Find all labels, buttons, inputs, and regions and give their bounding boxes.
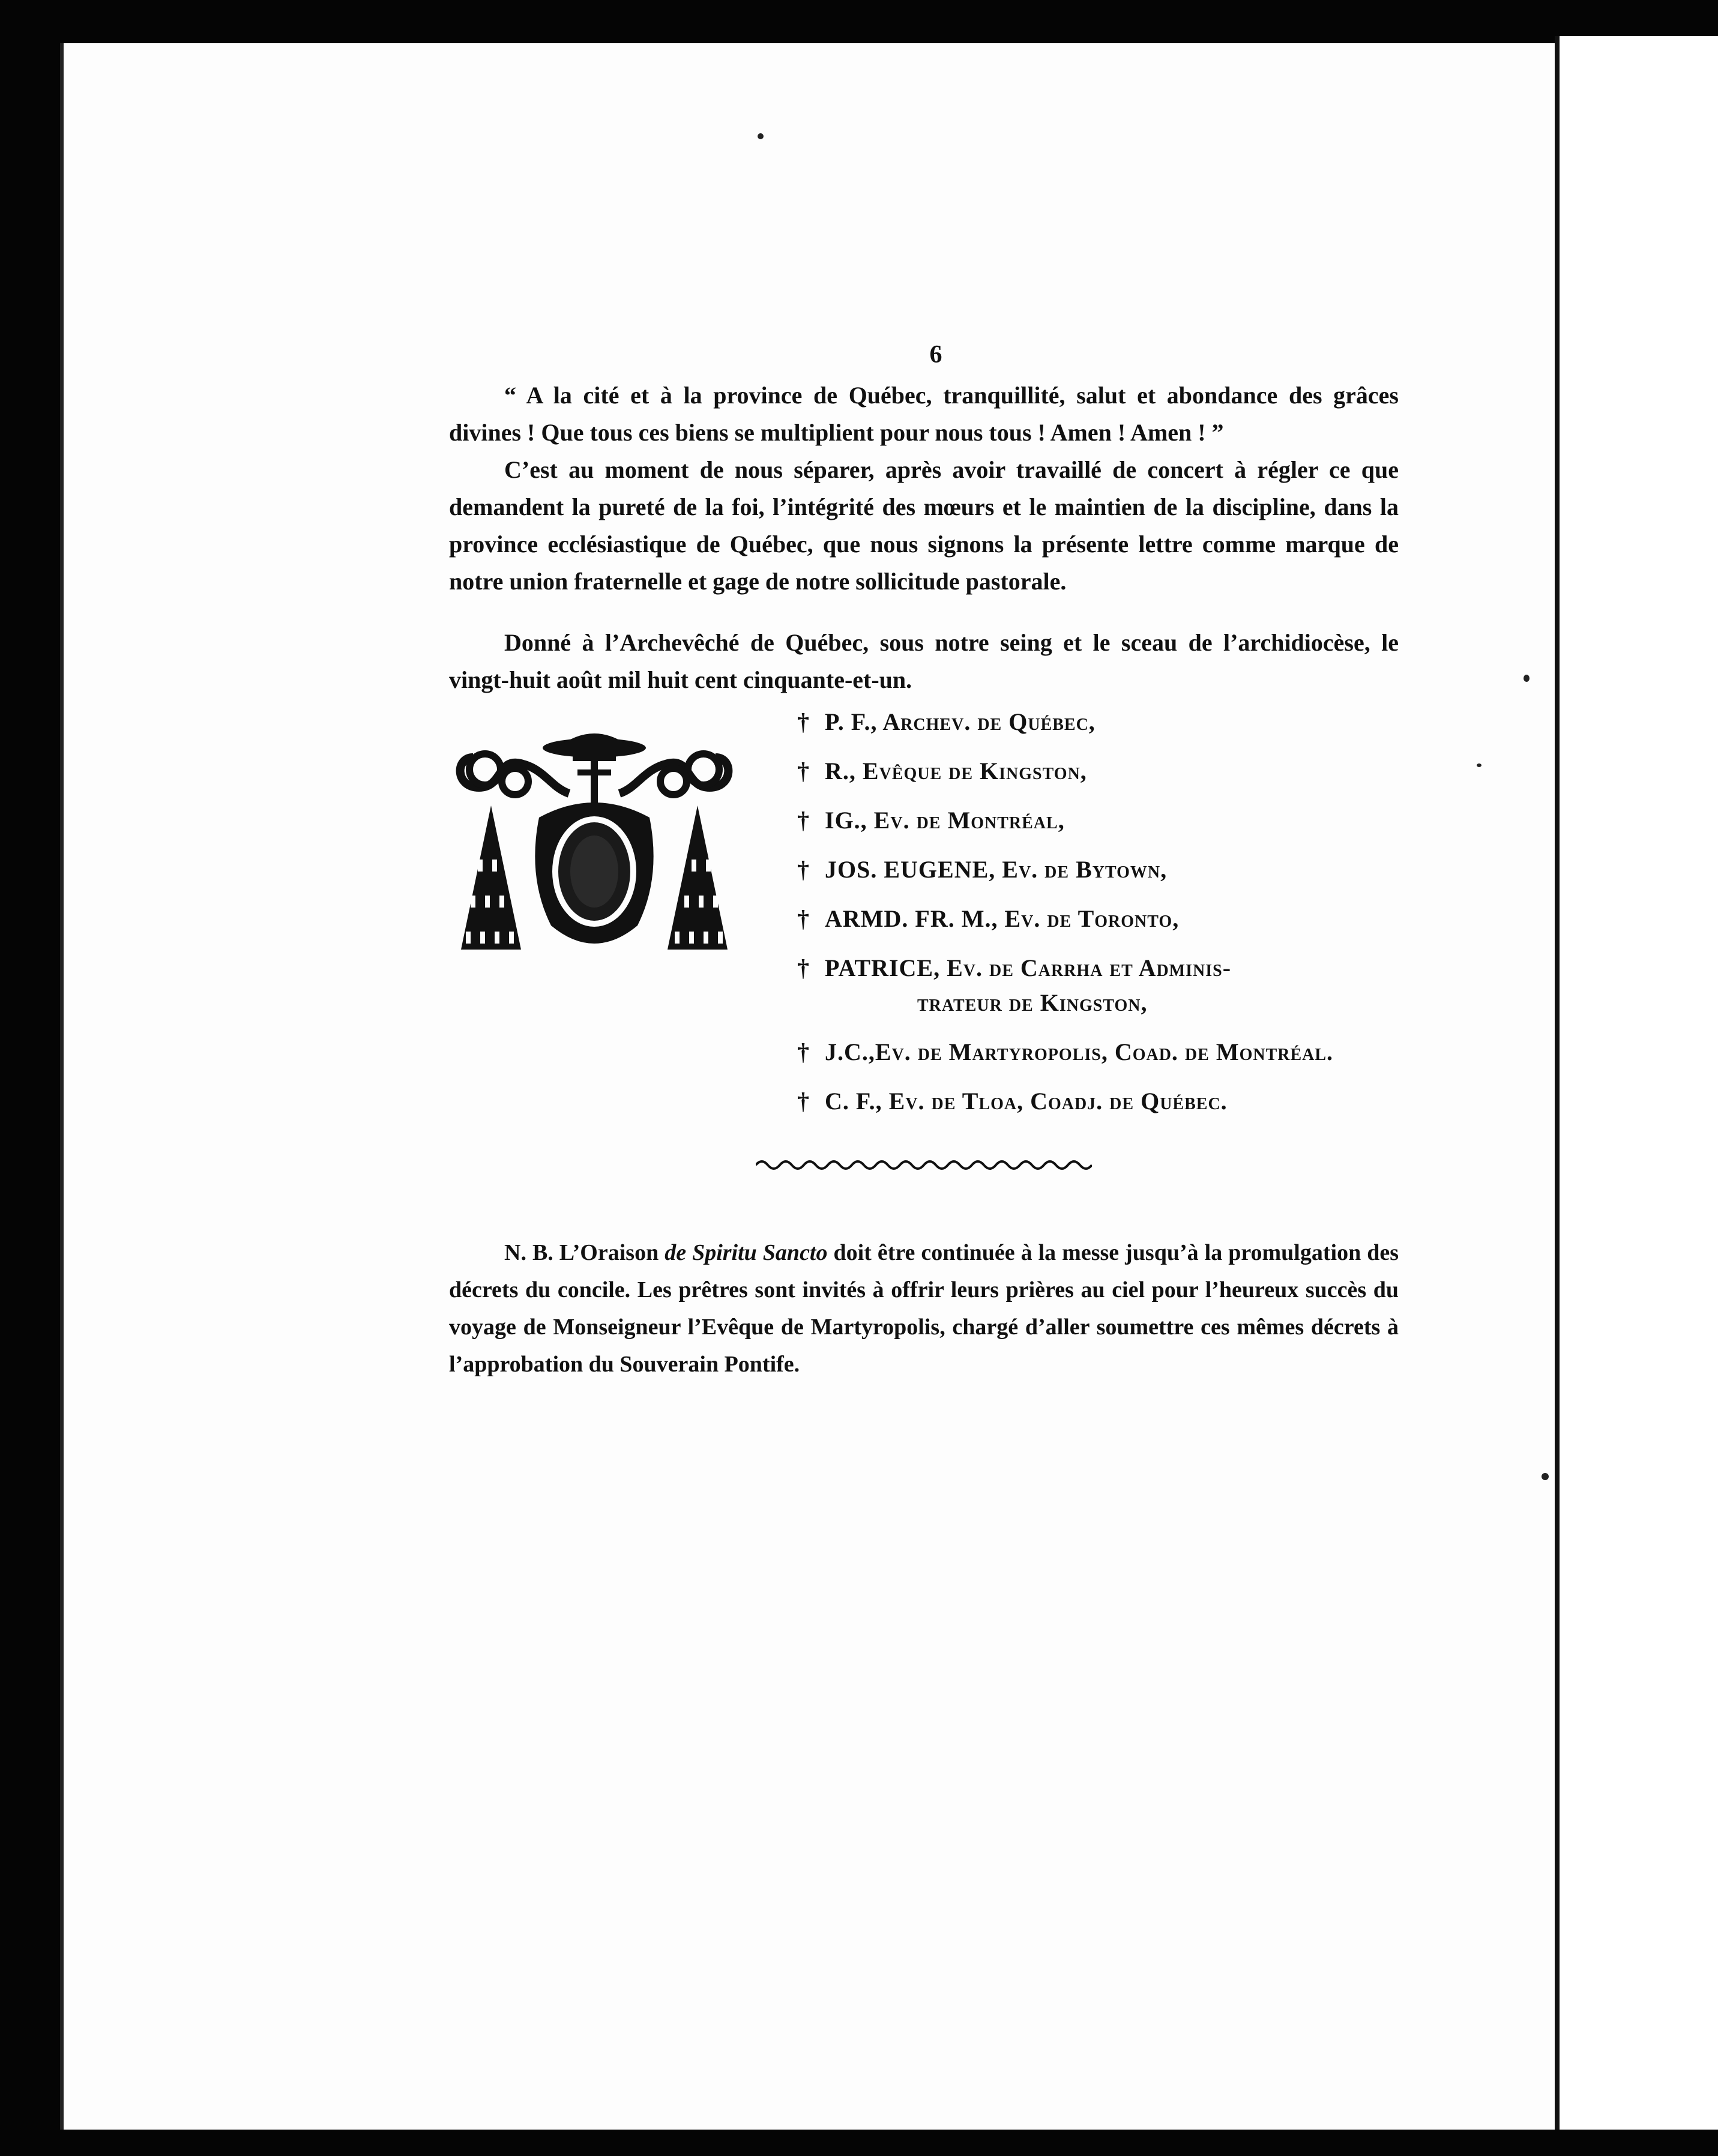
scan-right-margin (1555, 36, 1718, 2156)
scan-speck (1524, 675, 1530, 682)
closing-blessing-paragraph: “ A la cité et à la province de Québec, tranquillité, salut et abondance des grâces divines ! Que tous ces biens se multiplient pour nous tous ! Amen ! Amen ! ” (449, 382, 1399, 446)
date-paragraph: Donné à l’Archevêché de Québec, sous notre seing et le sceau de l’archidiocèse, le vingt-huit août mil huit cent cinquante-et-un. (449, 629, 1399, 693)
signature-text: R., Evêque de Kingston, (825, 757, 1087, 784)
note-body: doit être continuée à la messe jusqu’à la promulgation des décrets du concile. Les prêtres sont invités à offrir leurs prières au ciel pour l’heureux succès du voyage de Monseigneur l’Evêque de Martyropolis, chargé d’aller soumettre ces mêmes décrets à l’approbation du Souverain Pontife. (449, 1240, 1399, 1377)
signature-bishop-toronto (797, 900, 1397, 938)
cross-icon: † (797, 954, 809, 981)
signature-bishop-kingston (797, 753, 1397, 790)
signature-bishop-tloa (797, 1083, 1397, 1120)
signature-text: JOS. EUGENE, Ev. de Bytown, (825, 856, 1168, 883)
signature-bishop-carrha (797, 950, 1397, 1022)
signature-text: J.C.,Ev. de Martyropolis, Coad. de Montréal. (825, 1038, 1334, 1065)
signature-text: C. F., Ev. de Tloa, Coadj. de Québec. (825, 1088, 1228, 1115)
signature-bishop-montreal (797, 802, 1397, 839)
note-prefix: N. B. L’Oraison (504, 1240, 665, 1265)
signature-bishop-bytown (797, 851, 1397, 888)
signature-block (449, 703, 1399, 1136)
signature-text: P. F., Archev. de Québec, (825, 708, 1096, 735)
cross-icon: † (797, 708, 809, 735)
episcopal-coat-of-arms-icon (449, 721, 740, 974)
document-body (449, 336, 1399, 1406)
signature-text: PATRICE, Ev. de Carrha et Adminis- (825, 954, 1232, 981)
scan-speck (1477, 763, 1481, 767)
cross-icon: † (797, 757, 809, 784)
scan-border-bottom (0, 2130, 1718, 2156)
scan-speck (758, 133, 764, 139)
cross-icon: † (797, 1038, 809, 1065)
signature-list (797, 703, 1397, 1132)
signature-text: ARMD. FR. M., Ev. de Toronto, (825, 905, 1180, 932)
cross-icon: † (797, 807, 809, 834)
signature-archbishop-quebec (797, 703, 1397, 741)
scan-border-top (0, 0, 1718, 49)
cross-icon: † (797, 1088, 809, 1115)
scan-border-left (0, 0, 60, 2156)
cross-icon: † (797, 905, 809, 932)
note-italic-title: de Spiritu Sancto (665, 1240, 828, 1265)
signature-text-continuation: trateur de Kingston, (917, 989, 1148, 1016)
signature-text: IG., Ev. de Montréal, (825, 807, 1065, 834)
signature-bishop-martyropolis (797, 1034, 1397, 1071)
page-number: 6 (929, 341, 942, 369)
signing-paragraph: C’est au moment de nous séparer, après avoir travaillé de concert à régler ce que demandent la pureté de la foi, l’intégrité des mœurs et le maintien de la discipline, dans la province ecclésiastique de Québec, que nous signons la présente lettre comme marque de notre union fraternelle et gage de notre sollicitude pastorale. (449, 456, 1399, 595)
scan-speck (1542, 1473, 1549, 1480)
wavy-divider-ornament (756, 1156, 1092, 1174)
nota-bene-paragraph (449, 1234, 1399, 1383)
cross-icon: † (797, 856, 809, 883)
